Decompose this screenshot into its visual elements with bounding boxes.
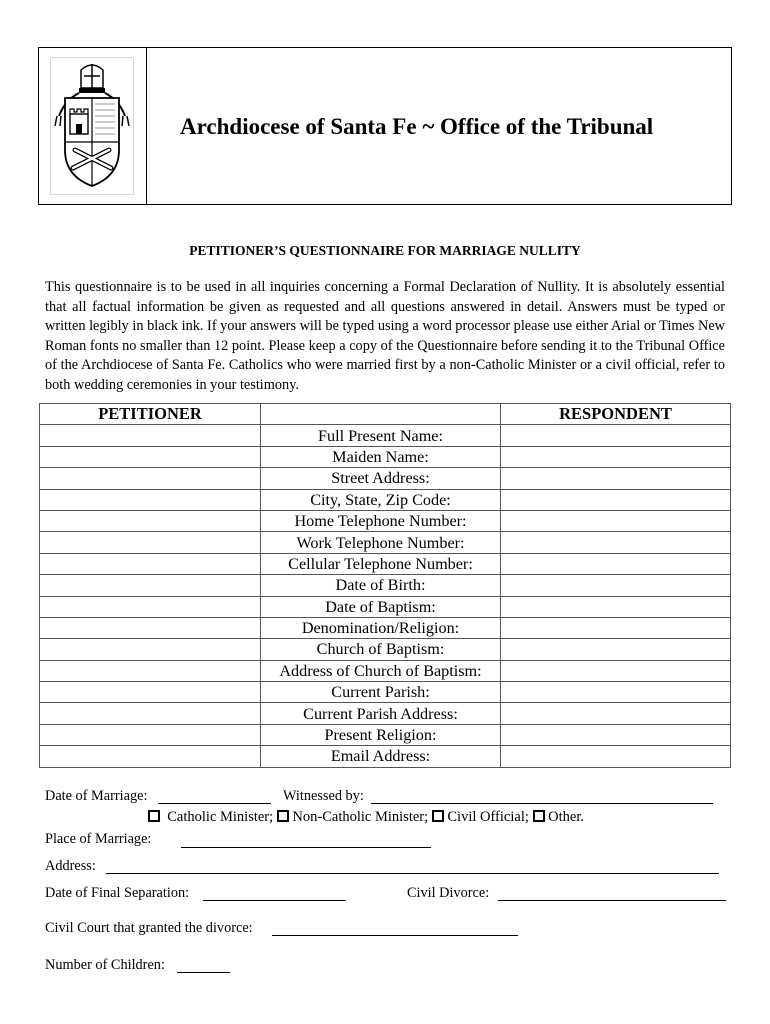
intro-paragraph: This questionnaire is to be used in all inquiries concerning a Formal Declaration of Nullity. It is absolutely essential that all factual information be given as requested and all questions answered in detail. Answers must be typed or written legibly in black ink. If your answers will be typed using a word processor please use either Arial or Times New Roman fonts no smaller than 12 point. Please keep a copy of the Questionnaire before sending it to the Tribunal Office of the Archdiocese of Santa Fe. Catholics who were married first by a non-Catholic Minister or a civil official, refer to both wedding ceremonies in your testimony. — [45, 279, 725, 393]
row-label: Home Telephone Number: — [261, 510, 501, 531]
civil-court-label: Civil Court that granted the divorce: — [45, 920, 253, 936]
row-label: Address of Church of Baptism: — [261, 660, 501, 681]
archdiocese-crest — [50, 57, 134, 195]
petitioner-cell[interactable] — [40, 639, 261, 660]
respondent-cell[interactable] — [501, 682, 731, 703]
table-row — [40, 425, 731, 446]
row-label: Current Parish: — [261, 682, 501, 703]
petitioner-cell[interactable] — [40, 724, 261, 745]
respondent-cell[interactable] — [501, 703, 731, 724]
table-row — [40, 575, 731, 596]
row-label: Church of Baptism: — [261, 639, 501, 660]
table-row — [40, 489, 731, 510]
table-row — [40, 446, 731, 467]
respondent-cell[interactable] — [501, 660, 731, 681]
petitioner-header: PETITIONER — [40, 404, 261, 425]
table-row — [40, 596, 731, 617]
row-label: Street Address: — [261, 468, 501, 489]
respondent-cell[interactable] — [501, 639, 731, 660]
table-row — [40, 746, 731, 767]
witnessed-by-line[interactable] — [371, 803, 713, 804]
table-row — [40, 682, 731, 703]
number-of-children-line[interactable] — [177, 972, 230, 973]
date-of-marriage-label: Date of Marriage: — [45, 788, 148, 804]
row-label: Maiden Name: — [261, 446, 501, 467]
respondent-cell[interactable] — [501, 510, 731, 531]
petitioner-cell[interactable] — [40, 468, 261, 489]
petitioner-cell[interactable] — [40, 617, 261, 638]
table-row — [40, 724, 731, 745]
table-header-row — [40, 404, 731, 425]
petitioner-cell[interactable] — [40, 489, 261, 510]
civil-official-label: Civil Official; — [447, 809, 529, 825]
other-label: Other. — [548, 809, 584, 825]
respondent-header: RESPONDENT — [501, 404, 731, 425]
header-divider — [146, 48, 147, 204]
petitioner-cell[interactable] — [40, 553, 261, 574]
respondent-cell[interactable] — [501, 532, 731, 553]
respondent-cell[interactable] — [501, 553, 731, 574]
civil-official-checkbox[interactable] — [432, 810, 444, 822]
row-label: Denomination/Religion: — [261, 617, 501, 638]
respondent-cell[interactable] — [501, 446, 731, 467]
header-box — [38, 47, 732, 205]
label-header-blank — [261, 404, 501, 425]
respondent-cell[interactable] — [501, 575, 731, 596]
civil-divorce-line[interactable] — [498, 900, 726, 901]
respondent-cell[interactable] — [501, 596, 731, 617]
row-label: Present Religion: — [261, 724, 501, 745]
address-label: Address: — [45, 858, 96, 874]
petitioner-cell[interactable] — [40, 532, 261, 553]
civil-court-line[interactable] — [272, 935, 518, 936]
petitioner-cell[interactable] — [40, 510, 261, 531]
table-row — [40, 617, 731, 638]
respondent-cell[interactable] — [501, 746, 731, 767]
table-row — [40, 510, 731, 531]
row-label: City, State, Zip Code: — [261, 489, 501, 510]
date-of-marriage-line[interactable] — [158, 803, 271, 804]
non-catholic-minister-label: Non-Catholic Minister; — [292, 809, 429, 825]
respondent-cell[interactable] — [501, 468, 731, 489]
catholic-minister-checkbox[interactable] — [148, 810, 160, 822]
row-label: Cellular Telephone Number: — [261, 553, 501, 574]
table-row — [40, 703, 731, 724]
petitioner-respondent-table — [39, 403, 731, 768]
catholic-minister-label: Catholic Minister; — [167, 809, 274, 825]
respondent-cell[interactable] — [501, 425, 731, 446]
petitioner-cell[interactable] — [40, 425, 261, 446]
place-of-marriage-label: Place of Marriage: — [45, 831, 152, 847]
table-row — [40, 639, 731, 660]
civil-divorce-label: Civil Divorce: — [407, 885, 490, 901]
respondent-cell[interactable] — [501, 489, 731, 510]
table-row — [40, 660, 731, 681]
row-label: Current Parish Address: — [261, 703, 501, 724]
non-catholic-minister-checkbox[interactable] — [277, 810, 289, 822]
petitioner-cell[interactable] — [40, 446, 261, 467]
petitioner-cell[interactable] — [40, 746, 261, 767]
table-row — [40, 553, 731, 574]
petitioner-cell[interactable] — [40, 703, 261, 724]
petitioner-cell[interactable] — [40, 575, 261, 596]
date-of-final-separation-line[interactable] — [203, 900, 346, 901]
row-label: Date of Birth: — [261, 575, 501, 596]
respondent-cell[interactable] — [501, 617, 731, 638]
petitioner-cell[interactable] — [40, 682, 261, 703]
petitioner-cell[interactable] — [40, 660, 261, 681]
address-line[interactable] — [106, 873, 719, 874]
coat-of-arms-icon — [51, 58, 133, 194]
respondent-cell[interactable] — [501, 724, 731, 745]
form-title: PETITIONER’S QUESTIONNAIRE FOR MARRIAGE NULLITY — [189, 243, 581, 258]
witnessed-by-label: Witnessed by: — [283, 788, 364, 804]
petitioner-cell[interactable] — [40, 596, 261, 617]
row-label: Full Present Name: — [261, 425, 501, 446]
row-label: Email Address: — [261, 746, 501, 767]
other-checkbox[interactable] — [533, 810, 545, 822]
row-label: Date of Baptism: — [261, 596, 501, 617]
date-of-final-separation-label: Date of Final Separation: — [45, 885, 190, 901]
place-of-marriage-line[interactable] — [181, 847, 431, 848]
page-title: Archdiocese of Santa Fe ~ Office of the Tribunal — [180, 114, 654, 139]
table-row — [40, 532, 731, 553]
number-of-children-label: Number of Children: — [45, 957, 165, 973]
officiant-options — [148, 809, 584, 826]
row-label: Work Telephone Number: — [261, 532, 501, 553]
table-row — [40, 468, 731, 489]
